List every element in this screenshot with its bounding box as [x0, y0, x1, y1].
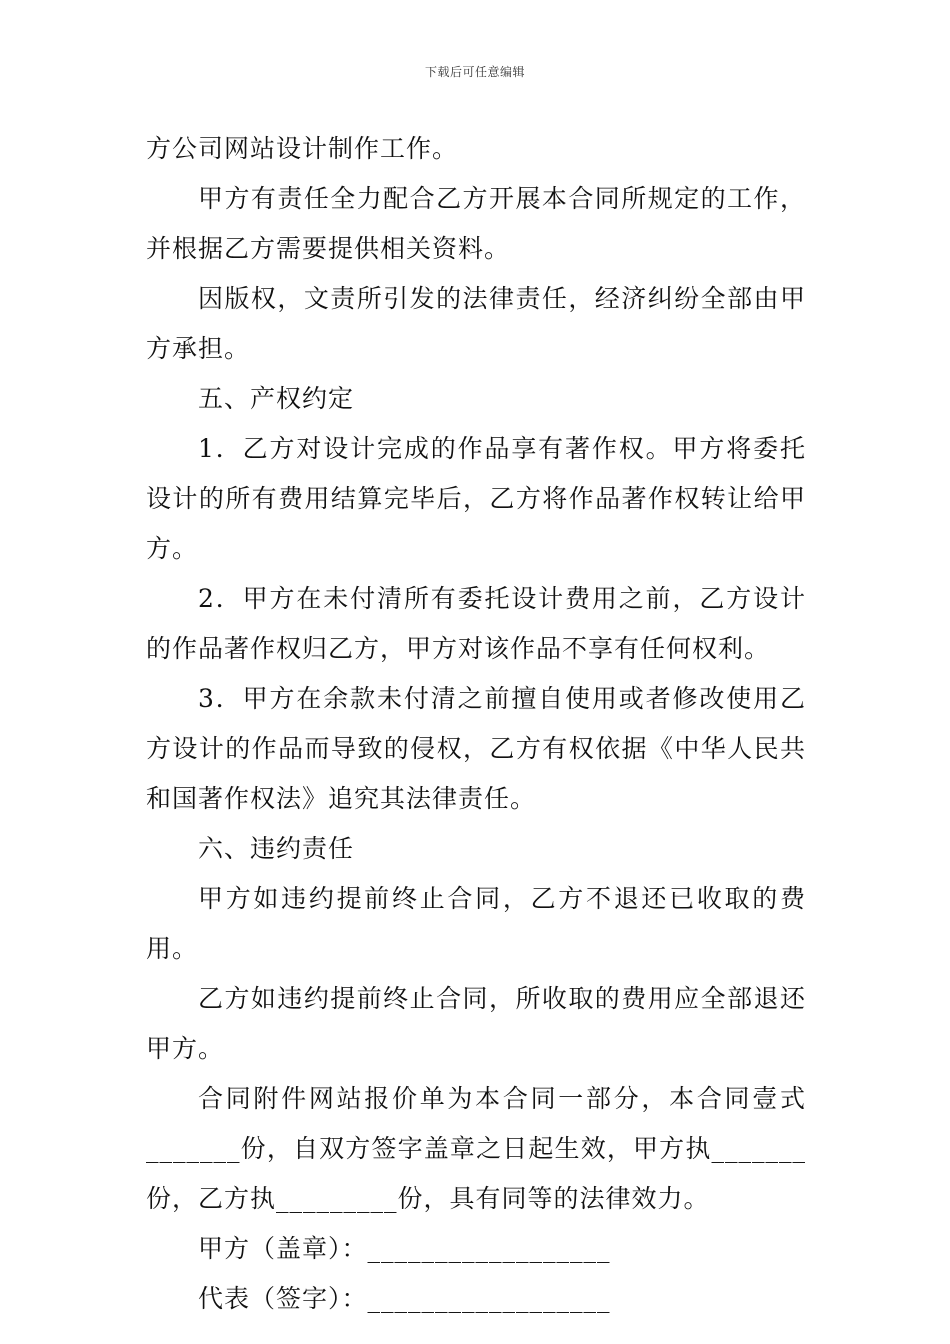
paragraph-2: 甲方有责任全力配合乙方开展本合同所规定的工作，并根据乙方需要提供相关资料。	[146, 184, 806, 263]
paragraph-copies: 合同附件网站报价单为本合同一部分，本合同壹式_______份，自双方签字盖章之日起生效，甲方执_______份，乙方执_________份，具有同等的法律效力。	[146, 1084, 806, 1213]
section-heading-5: 五、产权约定	[198, 384, 355, 413]
paragraph-breach-a: 甲方如违约提前终止合同，乙方不退还已收取的费用。	[146, 884, 806, 963]
representative-signature-line: 代表（签字）：__________________	[198, 1284, 611, 1313]
section-heading-6: 六、违约责任	[198, 834, 355, 863]
clause-2: 2．甲方在未付清所有委托设计费用之前，乙方设计的作品著作权归乙方，甲方对该作品不享有任何权利。	[146, 584, 806, 663]
paragraph-1: 方公司网站设计制作工作。	[146, 134, 459, 163]
page-header: 下载后可任意编辑	[424, 65, 525, 79]
clause-3: 3．甲方在余款未付清之前擅自使用或者修改使用乙方设计的作品而导致的侵权，乙方有权依据《中华人民共和国著作权法》追究其法律责任。	[146, 684, 806, 813]
party-a-seal-line: 甲方（盖章）：__________________	[198, 1234, 611, 1263]
paragraph-3: 因版权，文责所引发的法律责任，经济纠纷全部由甲方承担。	[146, 284, 806, 363]
clause-1: 1．乙方对设计完成的作品享有著作权。甲方将委托设计的所有费用结算完毕后，乙方将作品著作权转让给甲方。	[146, 434, 806, 563]
document-body	[146, 124, 806, 1324]
paragraph-breach-b: 乙方如违约提前终止合同，所收取的费用应全部退还甲方。	[146, 984, 806, 1063]
